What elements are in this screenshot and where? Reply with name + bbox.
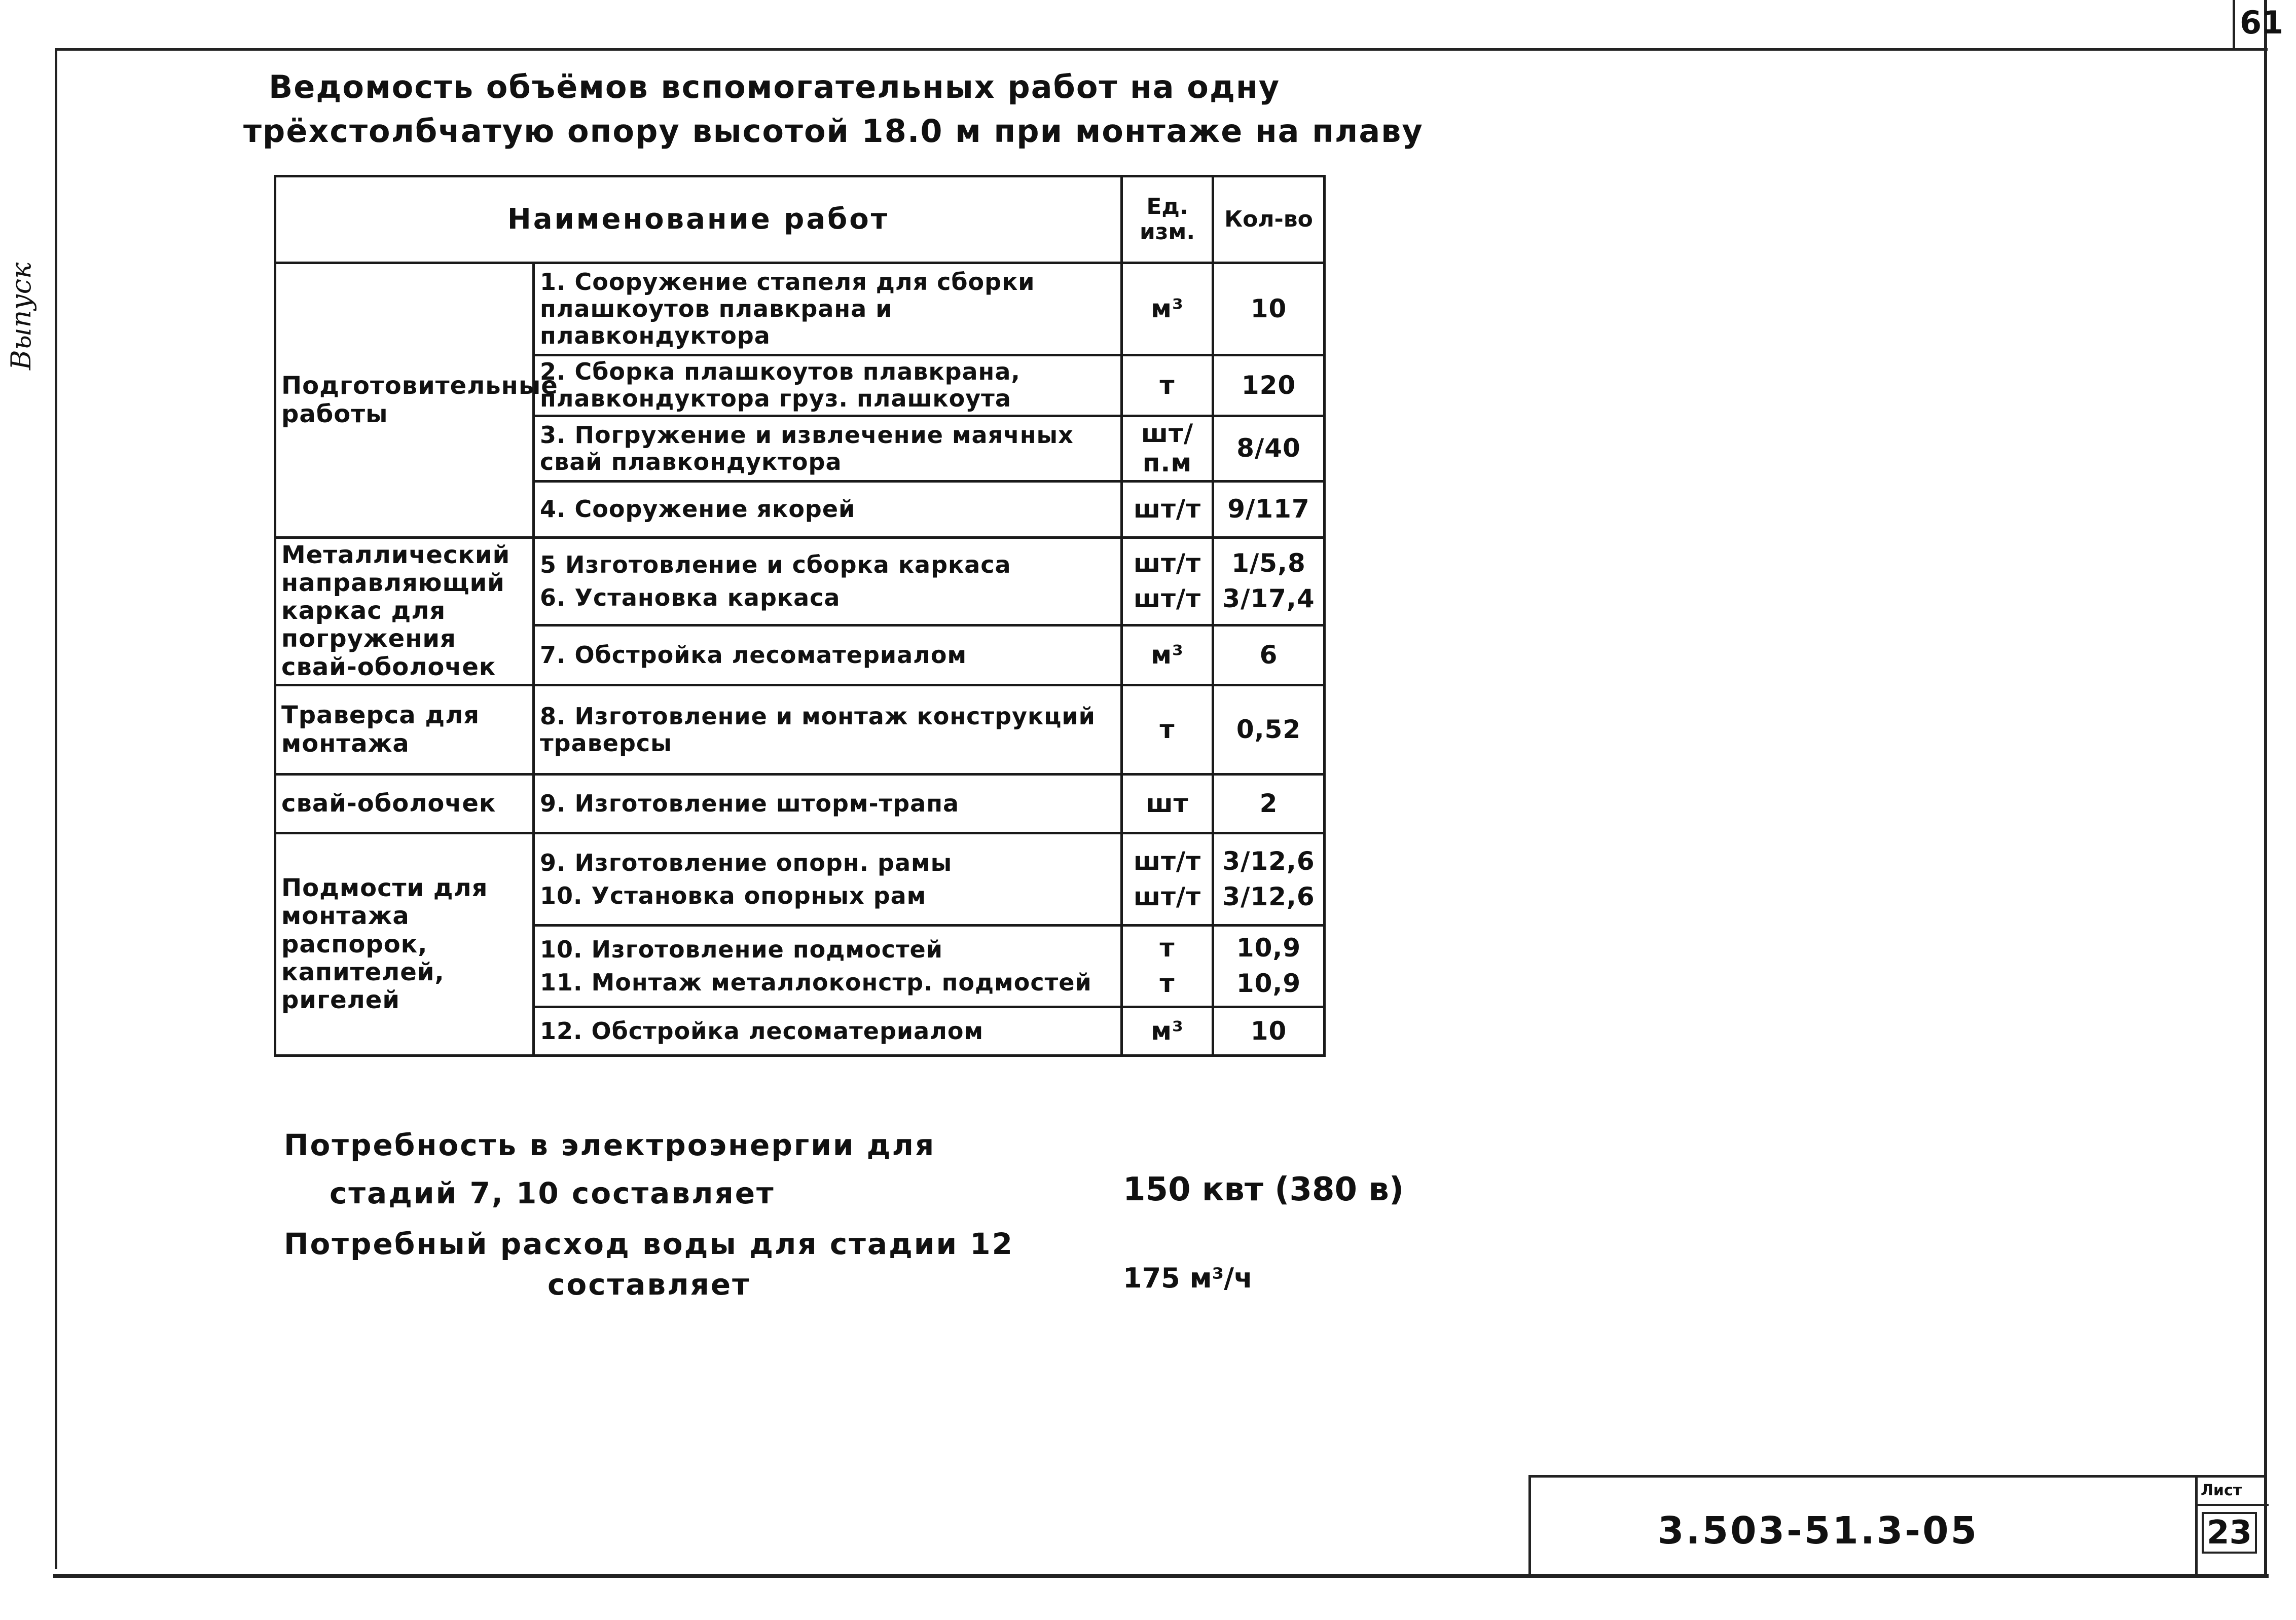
- header-name: Наименование работ: [275, 176, 1122, 263]
- row-1-qty: 10: [1213, 263, 1325, 355]
- row-11-unit: шт/т: [1133, 881, 1201, 911]
- group-traverse-cont: свай-оболочек: [275, 775, 534, 833]
- row-1-unit: м³: [1122, 263, 1213, 355]
- row-4-name: 4. Сооружение якорей: [534, 481, 1122, 537]
- row-13-qty: 10,9: [1236, 968, 1301, 998]
- row-5-unit: шт/т: [1133, 548, 1201, 578]
- row-14-unit: м³: [1122, 1007, 1213, 1056]
- frame-top-border: [55, 48, 2268, 51]
- row-12-unit: т: [1159, 933, 1175, 963]
- group-traverse: Траверса для монтажа: [275, 685, 534, 774]
- sheet-divider: [2198, 1504, 2269, 1506]
- table-row: [275, 685, 1325, 774]
- title-line-1: Ведомость объёмов вспомогательных работ на одну: [269, 68, 1281, 105]
- sheet-label: Лист: [2201, 1482, 2242, 1499]
- page-number: 61: [2240, 4, 2284, 41]
- row-2-name: 2. Сборка плашкоутов плавкрана, плавкондуктора груз. плашкоута: [534, 355, 1122, 416]
- side-note: Выпуск: [5, 262, 37, 370]
- row-1-name: 1. Сооружение стапеля для сборки плашкоутов плавкрана и плавкондуктора: [534, 263, 1122, 355]
- water-note-line-2: составляет: [548, 1267, 751, 1302]
- table-header-row: [275, 176, 1325, 263]
- power-value: 150 квт (380 в): [1123, 1171, 1404, 1208]
- sheet-number: 23: [2202, 1512, 2257, 1554]
- row-7-qty: 6: [1213, 625, 1325, 685]
- row-5-qty: 1/5,8: [1231, 548, 1306, 578]
- row-13-name: 11. Монтаж металлоконстр. подмостей: [540, 968, 1092, 996]
- row-7-name: 7. Обстройка лесоматериалом: [534, 625, 1122, 685]
- works-table: [274, 175, 1326, 1057]
- row-2-qty: 120: [1213, 355, 1325, 416]
- water-note-line-1: Потребный расход воды для стадии 12: [284, 1227, 1014, 1261]
- row-7-unit: м³: [1122, 625, 1213, 685]
- table-row: [275, 775, 1325, 833]
- table-row: [275, 833, 1325, 925]
- row-8-qty: 0,52: [1213, 685, 1325, 774]
- table-row: [275, 537, 1325, 625]
- row-13-unit: т: [1159, 968, 1175, 998]
- row-12-name: 10. Изготовление подмостей: [540, 936, 943, 964]
- sheet-box: [2195, 1478, 2269, 1576]
- row-9-qty: 2: [1213, 775, 1325, 833]
- power-note-line-1: Потребность в электроэнергии для: [284, 1128, 936, 1162]
- header-qty: Кол-во: [1213, 176, 1325, 263]
- row-3-qty: 8/40: [1213, 416, 1325, 481]
- title-block-stamp: [1528, 1475, 2267, 1576]
- power-note-line-2: стадий 7, 10 составляет: [330, 1176, 775, 1210]
- row-11-name: 10. Установка опорных рам: [540, 881, 927, 909]
- group-preparatory: Подготовительные работы: [275, 263, 534, 537]
- row-5-name: 5 Изготовление и сборка каркаса: [540, 551, 1011, 579]
- water-value: 175 м³/ч: [1123, 1262, 1253, 1294]
- title-line-2: трёхстолбчатую опору высотой 18.0 м при монтаже на плаву: [243, 113, 1424, 150]
- row-10-qty: 3/12,6: [1222, 846, 1315, 876]
- row-3-name: 3. Погружение и извлечение маячных свай плавкондуктора: [534, 416, 1122, 481]
- table-row: [275, 263, 1325, 355]
- group-scaffold: Подмости для монтажа распорок, капителей, ригелей: [275, 833, 534, 1056]
- header-unit: Ед. изм.: [1122, 176, 1213, 263]
- row-8-unit: т: [1122, 685, 1213, 774]
- frame-left-border: [55, 48, 57, 1569]
- group-metal-frame: Металлический направляющий каркас для погружения свай-оболочек: [275, 537, 534, 685]
- row-9-name: 9. Изготовление шторм-трапа: [534, 775, 1122, 833]
- row-11-qty: 3/12,6: [1222, 881, 1315, 911]
- row-14-qty: 10: [1213, 1007, 1325, 1056]
- row-2-unit: т: [1122, 355, 1213, 416]
- row-3-unit: шт/п.м: [1122, 416, 1213, 481]
- row-10-name: 9. Изготовление опорн. рамы: [540, 849, 953, 876]
- row-10-unit: шт/т: [1133, 846, 1201, 876]
- row-6-name: 6. Установка каркаса: [540, 583, 841, 611]
- row-6-unit: шт/т: [1133, 583, 1201, 613]
- row-6-qty: 3/17,4: [1222, 583, 1315, 613]
- row-14-name: 12. Обстройка лесоматериалом: [534, 1007, 1122, 1056]
- row-9-unit: шт: [1122, 775, 1213, 833]
- frame-right-border: [2264, 0, 2267, 1576]
- row-4-unit: шт/т: [1122, 481, 1213, 537]
- row-4-qty: 9/117: [1213, 481, 1325, 537]
- row-12-qty: 10,9: [1236, 933, 1301, 963]
- document-code: 3.503-51.3-05: [1658, 1509, 1979, 1553]
- row-8-name: 8. Изготовление и монтаж конструкций траверсы: [534, 685, 1122, 774]
